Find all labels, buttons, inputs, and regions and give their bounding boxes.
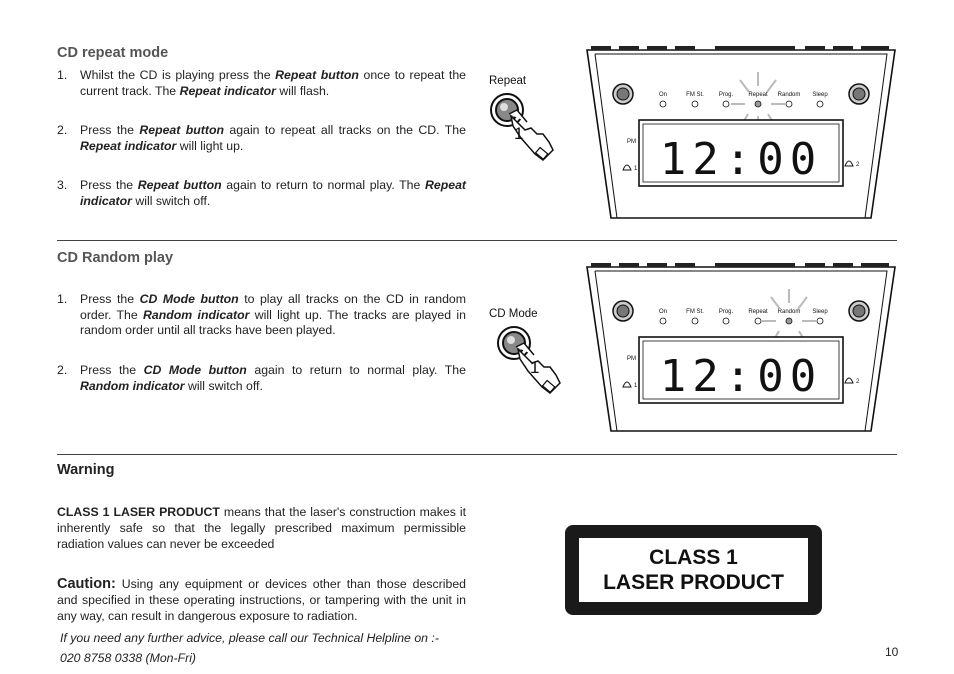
section-title-random: CD Random play bbox=[57, 250, 174, 266]
device-panel-repeat bbox=[585, 44, 897, 220]
lcd-time: 12:00 bbox=[659, 351, 823, 402]
cd-mode-button-label: CD Mode bbox=[489, 308, 538, 320]
indicator-label-fmst: FM St. bbox=[686, 309, 704, 315]
section-title-repeat: CD repeat mode bbox=[57, 45, 169, 61]
divider bbox=[57, 454, 897, 455]
indicator-label-repeat: Repeat bbox=[748, 92, 768, 98]
pm-label: PM bbox=[627, 356, 636, 362]
indicator-label-fmst: FM St. bbox=[686, 92, 704, 98]
repeat-step-1: 1. Whilst the CD is playing press the Repeat button once to repeat the current track. The Repeat indicator will flash. bbox=[57, 68, 467, 98]
indicator-label-sleep: Sleep bbox=[812, 309, 828, 315]
caution-paragraph: Caution: Using any equipment or devices other than those described and specified in these operating instructions, or tampering with the unit in any way, can result in dangerous exposure to radiation. bbox=[57, 576, 466, 623]
repeat-step-2: 2. Press the Repeat button again to repeat all tracks on the CD. The Repeat indicator will light up. bbox=[57, 123, 466, 153]
svg-text:2: 2 bbox=[856, 162, 860, 168]
helpline-text: If you need any further advice, please call our Technical Helpline on :- bbox=[60, 631, 439, 645]
repeat-button-press-icon bbox=[485, 88, 565, 168]
svg-text:1: 1 bbox=[634, 383, 638, 389]
pm-label: PM bbox=[627, 139, 636, 145]
random-step-2: 2. Press the CD Mode button again to return to normal play. The Random indicator will switch off. bbox=[57, 363, 466, 393]
divider bbox=[57, 240, 897, 241]
indicator-label-random: Random bbox=[777, 92, 801, 98]
class1-laser-label bbox=[565, 525, 822, 615]
indicator-label-on: On bbox=[658, 309, 668, 315]
random-step-1: 1. Press the CD Mode button to play all tracks on the CD in random order. The Random indicator will light up. The tracks are played in random order until all tracks have been played. bbox=[57, 292, 466, 337]
repeat-step-3: 3. Press the Repeat button again to return to normal play. The Repeat indicator will switch off. bbox=[57, 178, 467, 208]
laser-label-line2: LASER PRODUCT bbox=[603, 571, 784, 594]
laser-label-line1: CLASS 1 bbox=[649, 546, 738, 569]
repeat-button-label: Repeat bbox=[489, 75, 527, 87]
cd-mode-button-press-icon bbox=[492, 321, 572, 401]
page-number: 10 bbox=[885, 645, 899, 659]
indicator-label-sleep: Sleep bbox=[812, 92, 828, 98]
repeat-finger-number: 1 bbox=[514, 124, 524, 143]
indicator-label-repeat: Repeat bbox=[748, 309, 768, 315]
helpline-number: 020 8758 0338 (Mon-Fri) bbox=[60, 651, 197, 665]
svg-text:1: 1 bbox=[634, 166, 638, 172]
indicator-label-on: On bbox=[658, 92, 668, 98]
cd-mode-finger-number: 1 bbox=[530, 358, 540, 377]
device-panel-random bbox=[585, 261, 897, 437]
section-title-warning: Warning bbox=[57, 462, 115, 478]
svg-text:2: 2 bbox=[856, 379, 860, 385]
indicator-label-prog: Prog. bbox=[718, 309, 734, 315]
laser-product-paragraph: CLASS 1 LASER PRODUCT means that the laser's construction makes it inherently safe so that the legally prescribed maximum permissible radiation values can never be exceeded bbox=[57, 505, 466, 551]
indicator-label-prog: Prog. bbox=[718, 92, 734, 98]
lcd-time: 12:00 bbox=[659, 134, 823, 185]
indicator-label-random: Random bbox=[777, 309, 801, 315]
